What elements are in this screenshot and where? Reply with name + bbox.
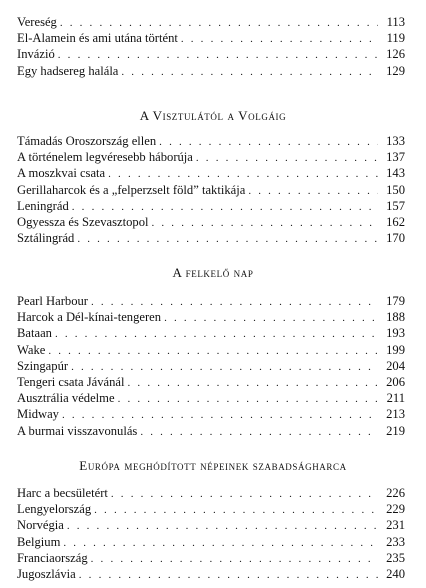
toc-entry-page-number: 113 [386,15,405,29]
dot-leader [164,310,378,326]
dot-leader [181,31,378,47]
toc-entry-page-number: 157 [386,198,405,213]
toc-entry-page-number: 211 [386,391,405,406]
toc-entry-title: Ausztrália védelme [17,391,115,406]
toc-entry-page-number: 233 [386,534,405,549]
toc-entry-page-number: 204 [386,358,405,373]
toc-entry-page-number: 129 [386,63,405,78]
toc-entry-title: Tengeri csata Jávánál [17,374,125,389]
toc-entry-page-number: 162 [386,214,405,229]
toc-entry-title: Franciaország [17,550,88,565]
dot-leader [91,294,378,310]
toc-entry-page-number: 137 [386,150,405,165]
dot-leader [55,326,378,342]
toc-entry [17,165,405,181]
dot-leader [67,518,378,534]
dot-leader [111,486,378,502]
toc-entry-title: Belgium [17,534,61,549]
toc-entry [17,293,405,309]
toc-entry [17,390,405,406]
dot-leader [62,407,378,423]
toc-entry-title: Támadás Oroszország ellen [17,134,157,148]
toc-entry [17,501,405,517]
toc-entry [17,133,405,149]
toc-entry-title: Jugoszlávia [17,566,76,581]
toc-entry [17,406,405,422]
dot-leader [79,567,378,583]
dot-leader [118,391,378,407]
dot-leader [152,215,379,231]
toc-entry-page-number: 150 [386,182,405,197]
toc-entry [17,550,405,566]
toc-entry [17,325,405,341]
dot-leader [248,183,378,199]
toc-entry-title: Pearl Harbour [17,294,88,308]
toc-entry-title: A történelem legvéresebb háborúja [17,150,193,165]
toc-entry-page-number: 143 [386,166,405,181]
toc-entry-page-number: 213 [386,407,405,422]
toc-entry-page-number: 119 [386,31,405,46]
toc-entry [17,230,405,246]
toc-entry-title: Egy hadsereg halála [17,63,119,78]
dot-leader [108,166,378,182]
toc-entry [17,198,405,214]
toc-entry-title: Sztálingrád [17,231,75,246]
toc-section-europa-szabadsagharc [17,485,405,582]
toc-entry [17,358,405,374]
toc-entry-page-number: 199 [386,342,405,357]
dot-leader [159,134,378,150]
dot-leader [94,502,378,518]
toc-entry [17,517,405,533]
toc-entry-page-number: 126 [386,47,405,62]
toc-entry-page-number: 206 [386,374,405,389]
section-heading: Európa meghódított népeinek szabadságharca [79,458,347,473]
toc-entry-title: Szingapúr [17,358,69,373]
dot-leader [128,375,378,391]
dot-leader [63,535,378,551]
toc-entry-page-number: 133 [386,134,405,148]
toc-entry-title: Gerillaharcok és a „felperzselt föld” taktikája [17,182,246,197]
toc-entry-title: Wake [17,342,46,357]
dot-leader [48,343,378,359]
toc-entry [17,63,405,79]
toc-entry-page-number: 170 [386,231,405,246]
toc-entry [17,30,405,46]
toc-entry-title: Leningrád [17,198,69,213]
dot-leader [72,199,378,215]
toc-entry [17,566,405,582]
toc-entry [17,46,405,62]
dot-leader [140,424,378,440]
dot-leader [71,359,378,375]
toc-entry-title: Midway [17,407,59,422]
dot-leader [196,150,378,166]
toc-entry-page-number: 219 [386,423,405,438]
toc-entry-page-number: 231 [386,518,405,533]
toc-entry-page-number: 193 [386,326,405,341]
toc-section-visztula-volga [17,133,405,246]
toc-entry-title: Ogyessza és Szevasztopol [17,214,149,229]
toc-entry-page-number: 179 [386,294,405,308]
toc-entry [17,374,405,390]
toc-entry [17,182,405,198]
toc-entry [17,423,405,439]
toc-entry-title: Norvégia [17,518,64,533]
toc-entry-title: Harcok a Dél-kínai-tengeren [17,310,162,325]
toc-entry-title: Lengyelország [17,502,92,517]
toc-entry [17,149,405,165]
dot-leader [58,47,378,63]
toc-entry [17,214,405,230]
toc-entry [17,534,405,550]
toc-section-continuation [17,14,405,79]
toc-entry [17,485,405,501]
toc-entry-page-number: 240 [386,566,405,581]
toc-entry-title: Bataan [17,326,52,341]
dot-leader [91,551,378,567]
dot-leader [60,15,378,31]
toc-entry-title: Invázió [17,47,55,62]
toc-entry [17,342,405,358]
toc-entry-title: Vereség [17,15,57,29]
toc-entry-title: A burmai visszavonulás [17,423,138,438]
dot-leader [77,231,378,247]
toc-entry-page-number: 188 [386,310,405,325]
section-heading: A felkelő nap [172,265,254,280]
toc-entry [17,14,405,30]
toc-entry-title: A moszkvai csata [17,166,106,181]
toc-entry [17,309,405,325]
toc-entry-title: El-Alamein és ami utána történt [17,31,178,46]
toc-entry-page-number: 226 [386,486,405,500]
toc-entry-page-number: 235 [386,550,405,565]
section-heading: A Visztulától a Volgáig [139,108,287,123]
toc-section-felkelo-nap [17,293,405,439]
dot-leader [121,64,378,80]
toc-entry-title: Harc a becsületért [17,486,108,500]
toc-entry-page-number: 229 [386,502,405,517]
